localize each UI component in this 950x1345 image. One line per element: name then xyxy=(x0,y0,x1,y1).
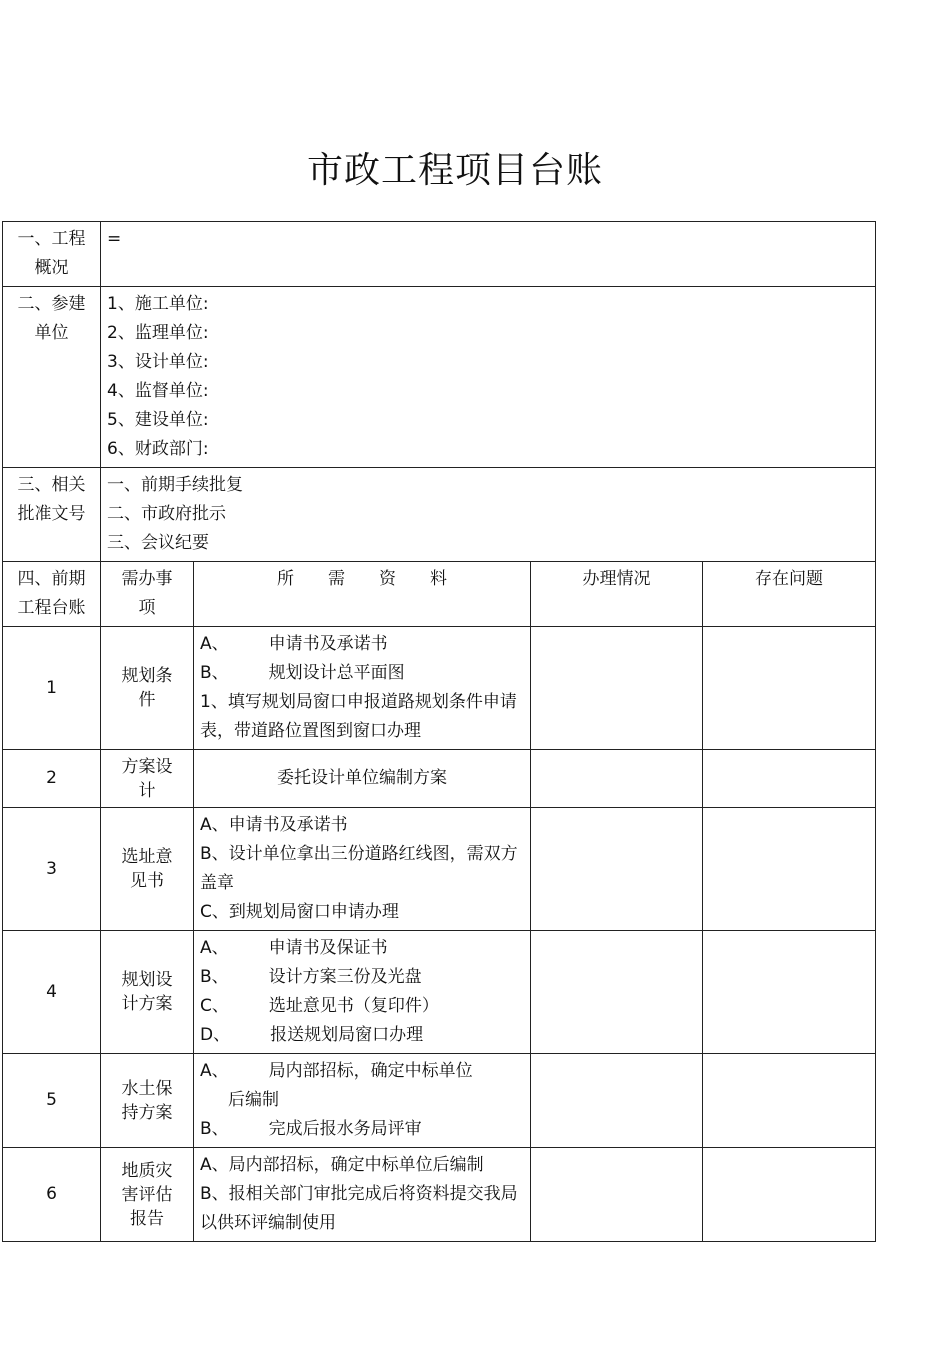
row-item xyxy=(101,1054,194,1148)
material-text: 规划设计总平面图 xyxy=(268,663,405,683)
row-item-line: 选址意 xyxy=(121,847,173,867)
ledger-header-label xyxy=(3,562,101,627)
project-ledger-table xyxy=(2,221,876,1242)
overview-row xyxy=(3,222,876,287)
row-materials xyxy=(194,1054,531,1148)
row-item-line: 计 xyxy=(138,780,156,801)
material-line xyxy=(200,1021,524,1050)
row-issues xyxy=(703,1054,876,1148)
row-number: 6 xyxy=(3,1148,101,1242)
participants-label-line2: 单位 xyxy=(34,323,69,343)
row-materials xyxy=(194,627,531,750)
row-item xyxy=(101,627,194,750)
material-prefix: B、 xyxy=(200,1119,229,1139)
row-materials xyxy=(194,808,531,931)
row-item-line: 见书 xyxy=(130,871,164,891)
material-line: A、局内部招标，确定中标单位后编制 xyxy=(200,1155,484,1175)
material-text: 完成后报水务局评审 xyxy=(268,1119,422,1139)
material-line xyxy=(200,934,524,963)
participant-item: 6、财政部门: xyxy=(107,439,209,459)
approvals-list xyxy=(101,468,876,562)
issues-column-header: 存在问题 xyxy=(703,562,876,627)
row-number: 3 xyxy=(3,808,101,931)
table-row xyxy=(3,750,876,808)
material-text: 申请书及承诺书 xyxy=(268,634,388,654)
table-row xyxy=(3,931,876,1054)
row-number: 5 xyxy=(3,1054,101,1148)
participants-list xyxy=(101,287,876,468)
material-line: B、报相关部门审批完成后将资料提交我局以供环评编制使用 xyxy=(200,1184,518,1233)
material-line: 1、填写规划局窗口申报道路规划条件申请表，带道路位置图到窗口办理 xyxy=(200,692,517,741)
approvals-label-line2: 批准文号 xyxy=(17,504,86,524)
item-column-header xyxy=(101,562,194,627)
material-line xyxy=(200,1086,524,1115)
participant-item: 3、设计单位: xyxy=(107,352,209,372)
table-row xyxy=(3,1054,876,1148)
approval-item: 一、前期手续批复 xyxy=(107,475,243,495)
material-prefix: B、 xyxy=(200,663,229,683)
row-status xyxy=(531,808,703,931)
approvals-row xyxy=(3,468,876,562)
status-column-header: 办理情况 xyxy=(531,562,703,627)
row-number: 2 xyxy=(3,750,101,808)
approvals-label xyxy=(3,468,101,562)
material-text: 局内部招标，确定中标单位 xyxy=(268,1061,473,1081)
row-issues xyxy=(703,627,876,750)
row-materials xyxy=(194,931,531,1054)
row-status xyxy=(531,750,703,808)
material-text: 选址意见书（复印件） xyxy=(268,996,439,1016)
material-text: 设计方案三份及光盘 xyxy=(268,967,422,987)
row-item-line: 规划条 xyxy=(121,666,173,686)
material-prefix: A、 xyxy=(200,1061,229,1081)
row-item-line: 件 xyxy=(138,690,156,710)
material-text: 后编制 xyxy=(228,1090,279,1110)
participant-item: 1、施工单位: xyxy=(107,294,209,314)
material-line: B、设计单位拿出三份道路红线图，需双方盖章 xyxy=(200,844,518,893)
table-row xyxy=(3,627,876,750)
row-item-line: 计方案 xyxy=(121,994,173,1014)
approvals-label-line1: 三、相关 xyxy=(17,475,86,495)
row-materials xyxy=(194,1148,531,1242)
material-line xyxy=(200,1057,524,1086)
material-line xyxy=(200,659,524,688)
row-materials: 委托设计单位编制方案 xyxy=(194,750,531,808)
material-prefix: D、 xyxy=(200,1025,231,1045)
row-number: 1 xyxy=(3,627,101,750)
material-line xyxy=(200,630,524,659)
participants-label xyxy=(3,287,101,468)
participants-row xyxy=(3,287,876,468)
ledger-header-label-line2: 工程台账 xyxy=(17,598,86,618)
row-number: 4 xyxy=(3,931,101,1054)
overview-value: = xyxy=(101,222,876,287)
row-issues xyxy=(703,750,876,808)
participant-item: 5、建设单位: xyxy=(107,410,209,430)
material-prefix: B、 xyxy=(200,967,229,987)
row-item-line: 规划设 xyxy=(121,970,173,990)
overview-label-line2: 概况 xyxy=(34,258,69,278)
material-line xyxy=(200,963,524,992)
material-text: 报送规划局窗口办理 xyxy=(270,1025,424,1045)
ledger-header-label-line1: 四、前期 xyxy=(17,569,86,589)
row-item-line: 方案设 xyxy=(121,756,173,777)
material-line: A、申请书及承诺书 xyxy=(200,815,348,835)
row-item xyxy=(101,750,194,808)
approval-item: 三、会议纪要 xyxy=(107,533,209,553)
participant-item: 4、监督单位: xyxy=(107,381,209,401)
row-item-line: 水土保 xyxy=(121,1078,173,1099)
row-issues xyxy=(703,1148,876,1242)
material-line: C、到规划局窗口申请办理 xyxy=(200,902,399,922)
material-prefix: C、 xyxy=(200,996,229,1016)
overview-label-line1: 一、工程 xyxy=(17,229,86,249)
row-item-line: 报告 xyxy=(130,1208,164,1229)
item-column-header-line1: 需办事 xyxy=(121,569,173,589)
row-issues xyxy=(703,931,876,1054)
row-item-line: 地质灾 xyxy=(121,1160,173,1181)
row-status xyxy=(531,1148,703,1242)
row-status xyxy=(531,627,703,750)
material-prefix: A、 xyxy=(200,634,229,654)
table-row xyxy=(3,1148,876,1242)
table-row xyxy=(3,808,876,931)
material-line xyxy=(200,1115,524,1144)
material-line xyxy=(200,992,524,1021)
row-issues xyxy=(703,808,876,931)
page-title: 市政工程项目台账 xyxy=(306,150,603,191)
row-item xyxy=(101,931,194,1054)
approval-item: 二、市政府批示 xyxy=(107,504,226,524)
row-status xyxy=(531,1054,703,1148)
material-text: 申请书及保证书 xyxy=(268,938,388,958)
row-item xyxy=(101,1148,194,1242)
row-status xyxy=(531,931,703,1054)
participant-item: 2、监理单位: xyxy=(107,323,209,343)
material-prefix: A、 xyxy=(200,938,229,958)
overview-label xyxy=(3,222,101,287)
ledger-header-row xyxy=(3,562,876,627)
item-column-header-line2: 项 xyxy=(138,598,156,618)
row-item-line: 持方案 xyxy=(121,1102,173,1123)
participants-label-line1: 二、参建 xyxy=(17,294,86,314)
materials-column-header: 所 需 资 料 xyxy=(194,562,531,627)
row-item-line: 害评估 xyxy=(121,1184,173,1205)
row-item xyxy=(101,808,194,931)
